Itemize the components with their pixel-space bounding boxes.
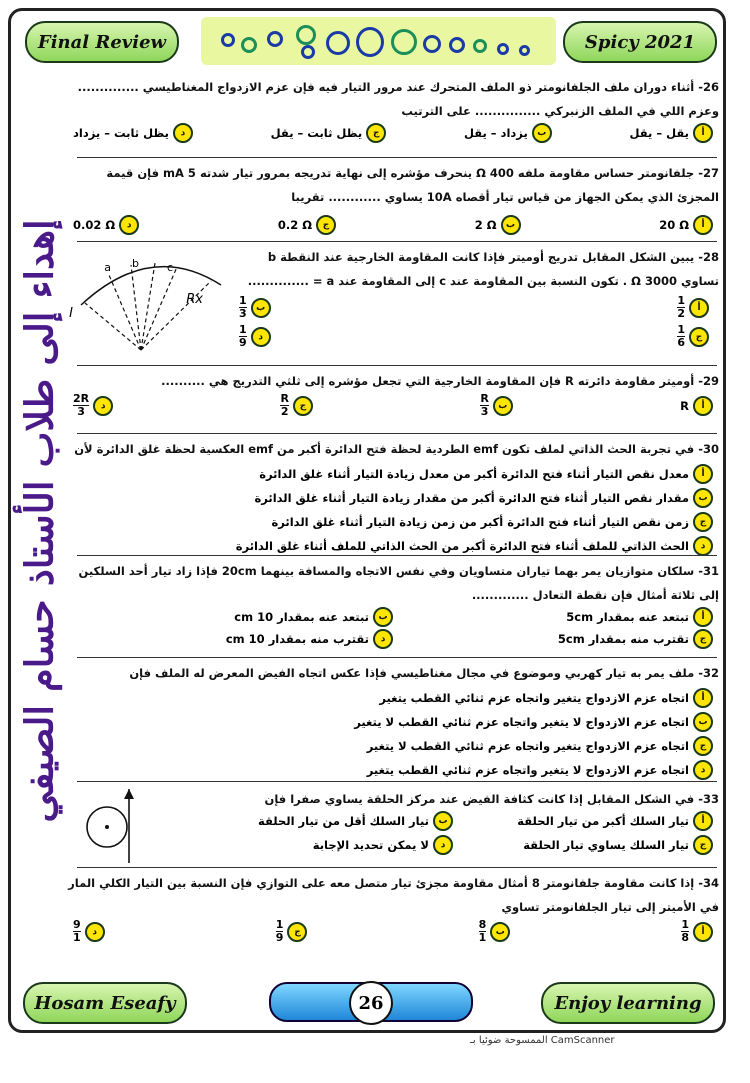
q33-option-a[interactable] xyxy=(453,811,713,831)
q29-frac-c xyxy=(280,393,288,418)
option-badge-d: د xyxy=(433,835,453,855)
q27-line1: 27- جلفانومتر حساس مقاومة ملفه 400 Ω ينحرف مؤشره إلى نهاية تدريجه بمرور تيار شدته 5 mA فإن قيمة xyxy=(106,166,719,180)
q34-frac-d xyxy=(73,919,81,944)
q34-option-a[interactable] xyxy=(681,919,713,944)
separator xyxy=(77,781,717,782)
frac-den: 1 xyxy=(478,931,487,944)
frac-num: 1 xyxy=(275,918,284,931)
camscanner-note: الممسوحة ضوئيا بـ CamScanner xyxy=(470,1035,615,1046)
question-31 xyxy=(67,559,719,649)
q26-option-c[interactable] xyxy=(271,123,387,143)
option-badge-b: ب xyxy=(433,811,453,831)
separator xyxy=(77,867,717,868)
separator xyxy=(77,157,717,158)
frac-num: 9 xyxy=(73,918,81,931)
q26-option-b-text: يزداد – يقل xyxy=(463,126,528,140)
frac-den: 3 xyxy=(480,405,489,418)
question-26 xyxy=(67,75,719,143)
option-badge-b: ب xyxy=(373,607,393,627)
deco-ring xyxy=(221,33,235,47)
q31-option-d[interactable] xyxy=(73,629,393,649)
q28-frac-b xyxy=(239,295,247,320)
q31-option-a[interactable] xyxy=(393,607,713,627)
q27-option-a-text: 20 Ω xyxy=(659,218,689,232)
footer-slogan: Enjoy learning xyxy=(541,982,715,1024)
option-badge-a: أ xyxy=(693,811,713,831)
q33-option-b[interactable] xyxy=(193,811,453,831)
q30-line1: 30- في تجربة الحث الذاتي لملف تكون emf الطردية لحظة فتح الدائرة أكبر من emf العكسية لحظة غلق الدائرة لأن xyxy=(74,442,719,456)
q32-line1: 32- ملف يمر به تيار كهربي وموضوع في مجال مغناطيسي فإذا عكس اتجاه الفيض المعرض له الملف فإن xyxy=(129,666,719,680)
q29-option-b[interactable] xyxy=(480,393,512,418)
option-badge-a: أ xyxy=(693,464,713,484)
q33-option-c[interactable] xyxy=(453,835,713,855)
q32-option-a[interactable] xyxy=(67,687,713,709)
option-badge-b: ب xyxy=(532,123,552,143)
q30-option-c[interactable] xyxy=(67,511,713,533)
fig-label-rx: Rx xyxy=(186,292,203,307)
q27-option-d[interactable] xyxy=(73,215,139,235)
q30-option-b[interactable] xyxy=(67,487,713,509)
frac-num: 1 xyxy=(239,294,247,307)
deco-ring xyxy=(296,25,316,45)
option-badge-c: ج xyxy=(287,922,307,942)
q26-line1: 26- أثناء دوران ملف الجلفانومتر ذو الملف المتحرك عند مرور التيار فيه فإن عزم الازدواج المغناطيسي .............. xyxy=(77,80,719,94)
deco-ring xyxy=(473,39,487,53)
option-badge-c: ج xyxy=(693,835,713,855)
q31-option-c[interactable] xyxy=(393,629,713,649)
question-30 xyxy=(67,437,719,559)
q27-option-b[interactable] xyxy=(475,215,521,235)
page-number-bar xyxy=(269,982,473,1022)
option-badge-b: ب xyxy=(501,215,521,235)
deco-ring xyxy=(519,45,530,56)
option-badge-c: ج xyxy=(693,629,713,649)
option-badge-d: د xyxy=(93,396,113,416)
q30-option-b-text: مقدار نقص التيار أثناء فتح الدائرة أكبر من مقدار زيادة التيار أثناء غلق الدائرة xyxy=(254,491,689,505)
side-dedication xyxy=(15,81,63,961)
option-badge-b: ب xyxy=(693,712,713,732)
q28-option-d[interactable] xyxy=(239,324,271,349)
q29-option-a[interactable] xyxy=(680,393,713,418)
option-badge-d: د xyxy=(693,536,713,556)
q31-option-a-text: تبتعد عنه بمقدار 5cm xyxy=(566,610,689,624)
option-badge-c: ج xyxy=(366,123,386,143)
fig-label-a: a xyxy=(104,261,111,274)
q32-option-c[interactable] xyxy=(67,735,713,757)
frac-num: R xyxy=(480,392,489,405)
header-decoration xyxy=(201,17,556,65)
frac-den: 9 xyxy=(275,931,284,944)
q31-options xyxy=(67,607,719,649)
q28-frac-d xyxy=(239,324,247,349)
q34-frac-b xyxy=(479,919,487,944)
option-badge-c: ج xyxy=(693,512,713,532)
q28-col-left xyxy=(239,295,271,349)
option-badge-a: أ xyxy=(693,688,713,708)
q26-option-d-text: يظل ثابت – يزداد xyxy=(73,126,169,140)
q28-option-b[interactable] xyxy=(239,295,271,320)
q33-options xyxy=(187,811,719,855)
option-badge-a: أ xyxy=(693,123,713,143)
q27-option-b-text: 2 Ω xyxy=(474,218,497,232)
q28-frac-c xyxy=(677,324,685,349)
q26-option-a[interactable] xyxy=(630,123,713,143)
q28-option-c[interactable] xyxy=(677,324,709,349)
separator xyxy=(77,555,717,556)
option-badge-b: ب xyxy=(490,922,510,942)
deco-ring xyxy=(241,37,257,53)
deco-ring xyxy=(391,29,417,55)
question-34 xyxy=(67,871,719,944)
q27-option-d-text: 0.02 Ω xyxy=(73,218,116,232)
q27-options xyxy=(67,215,719,235)
deco-ring xyxy=(301,45,315,59)
q32-option-d[interactable] xyxy=(67,759,713,781)
option-badge-a: أ xyxy=(693,215,713,235)
frac-num: 1 xyxy=(677,294,685,307)
q28-frac-a xyxy=(677,295,685,320)
fig-label-b: b xyxy=(132,257,139,270)
frac-num: 1 xyxy=(239,323,247,336)
frac-num: 1 xyxy=(681,918,689,931)
q31-line2: إلى ثلاثة أمثال فإن نقطة التعادل ............. xyxy=(471,588,719,602)
q33-option-d-text: لا يمكن تحديد الإجابة xyxy=(312,838,429,852)
fig-label-I: I xyxy=(69,306,73,321)
q28-col-right xyxy=(677,295,709,349)
frac-num: 2R xyxy=(73,392,90,405)
q33-option-a-text: تيار السلك أكبر من تيار الحلقة xyxy=(517,814,689,828)
frac-den: 2 xyxy=(677,307,685,320)
q29-frac-b xyxy=(480,393,488,418)
q26-option-c-text: يظل ثابت – يقل xyxy=(270,126,363,140)
q29-line1: 29- أوميتر مقاومة دائرته R فإن المقاومة الخارجية التي تجعل مؤشره إلى ثلثي التدريج هي .......... xyxy=(161,374,719,388)
option-badge-d: د xyxy=(373,629,393,649)
separator xyxy=(77,241,717,242)
wire-loop-figure xyxy=(77,785,157,865)
questions-area xyxy=(67,69,719,964)
q30-options xyxy=(67,463,719,557)
deco-ring xyxy=(449,37,465,53)
worksheet-page xyxy=(8,8,726,1033)
ohmmeter-scale-figure xyxy=(71,245,231,355)
q34-line1: 34- إذا كانت مقاومة جلفانومتر 8 أمثال مقاومة مجزئ تيار متصل معه على التوازي فإن النسبة بين التيار الكلي المار xyxy=(68,876,719,890)
q26-options xyxy=(67,123,719,143)
q34-option-d[interactable] xyxy=(73,919,105,944)
q29-option-a-text: R xyxy=(680,398,689,413)
option-badge-c: ج xyxy=(689,327,709,347)
q27-line2: المجزئ الذي يمكن الجهاز من قياس تيار أقصاه 10A يساوي ............ تقريبا xyxy=(291,190,719,204)
q28-options xyxy=(229,295,719,349)
q34-frac-c xyxy=(276,919,284,944)
q32-option-a-text: اتجاه عزم الازدواج يتغير واتجاه عزم ثنائي القطب يتغير xyxy=(379,691,689,705)
option-badge-d: د xyxy=(693,760,713,780)
q34-line2: في الأميتر إلى تيار الجلفانومتر تساوي xyxy=(501,900,719,914)
q31-option-c-text: تقترب منه بمقدار 5cm xyxy=(557,632,689,646)
question-29 xyxy=(67,369,719,418)
q34-frac-a xyxy=(681,919,689,944)
separator xyxy=(77,433,717,434)
option-badge-a: أ xyxy=(693,396,713,416)
option-badge-a: أ xyxy=(693,922,713,942)
q32-option-c-text: اتجاه عزم الازدواج يتغير واتجاه عزم ثنائي القطب لا يتغير xyxy=(366,739,689,753)
q26-option-d[interactable] xyxy=(73,123,193,143)
q31-option-b-text: تبتعد عنه بمقدار 10 cm xyxy=(234,610,369,624)
q33-option-d[interactable] xyxy=(193,835,453,855)
question-27 xyxy=(67,161,719,235)
side-dedication-text: إهداء إلى طلاب الأستاذ حسام الصيفي xyxy=(16,219,62,823)
header-title-right: Spicy 2021 xyxy=(563,21,717,63)
q33-line1: 33- في الشكل المقابل إذا كانت كثافة الفيض عند مركز الحلقة يساوي صفرا فإن xyxy=(264,792,719,806)
q26-option-b[interactable] xyxy=(464,123,552,143)
frac-num: 8 xyxy=(478,918,487,931)
frac-num: 1 xyxy=(677,323,685,336)
q27-option-c-text: 0.2 Ω xyxy=(277,218,313,232)
deco-ring xyxy=(497,43,509,55)
question-33 xyxy=(67,787,719,855)
header-bar xyxy=(11,11,723,69)
frac-den: 3 xyxy=(77,405,85,418)
option-badge-d: د xyxy=(85,922,105,942)
q31-option-b[interactable] xyxy=(73,607,393,627)
fig-label-c: c xyxy=(166,261,173,274)
q33-option-b-text: تيار السلك أقل من تيار الحلقة xyxy=(258,814,429,828)
q32-option-b[interactable] xyxy=(67,711,713,733)
deco-ring xyxy=(326,31,350,55)
q32-options xyxy=(67,687,719,781)
frac-den: 9 xyxy=(239,336,247,349)
deco-ring xyxy=(356,27,384,57)
q31-line1: 31- سلكان متوازيان يمر بهما تياران متساويان وفي نفس الاتجاه والمسافة بينهما 20cm فإذا زاد تيار أحد السلكين xyxy=(78,564,719,578)
q26-line2: وعزم اللي في الملف الزنبركي ............... على الترتيب xyxy=(401,104,719,118)
q27-option-c[interactable] xyxy=(278,215,336,235)
question-32 xyxy=(67,661,719,783)
option-badge-d: د xyxy=(173,123,193,143)
q28-option-a[interactable] xyxy=(677,295,709,320)
frac-den: 8 xyxy=(681,931,689,944)
footer-author: Hosam Eseafy xyxy=(23,982,187,1024)
frac-den: 3 xyxy=(239,307,247,320)
separator xyxy=(77,365,717,366)
q29-options xyxy=(67,393,719,418)
q28-line1: 28- يبين الشكل المقابل تدريج أوميتر فإذا كانت المقاومة الخارجية عند النقطة b xyxy=(267,250,719,264)
question-28 xyxy=(67,245,719,349)
option-badge-d: د xyxy=(119,215,139,235)
q30-option-d[interactable] xyxy=(67,535,713,557)
q32-option-d-text: اتجاه عزم الازدواج لا يتغير واتجاه عزم ثنائي القطب يتغير xyxy=(366,763,689,777)
q32-option-b-text: اتجاه عزم الازدواج لا يتغير واتجاه عزم ثنائي القطب لا يتغير xyxy=(354,715,689,729)
deco-ring xyxy=(423,35,441,53)
q26-option-a-text: يقل – يقل xyxy=(629,126,689,140)
frac-den: 1 xyxy=(73,931,81,944)
option-badge-a: أ xyxy=(693,607,713,627)
q31-option-d-text: تقترب منه بمقدار 10 cm xyxy=(225,632,369,646)
option-badge-d: د xyxy=(251,327,271,347)
frac-den: 6 xyxy=(677,336,685,349)
footer-bar xyxy=(11,976,723,1031)
q34-option-b[interactable] xyxy=(479,919,511,944)
separator xyxy=(77,657,717,658)
option-badge-a: أ xyxy=(689,298,709,318)
q29-frac-d xyxy=(73,393,89,418)
header-title-left: Final Review xyxy=(25,21,179,63)
option-badge-c: ج xyxy=(316,215,336,235)
q33-option-c-text: تيار السلك يساوي تيار الحلقة xyxy=(523,838,689,852)
q29-option-c[interactable] xyxy=(280,393,312,418)
frac-den: 2 xyxy=(280,405,289,418)
option-badge-b: ب xyxy=(251,298,271,318)
option-badge-b: ب xyxy=(693,488,713,508)
q30-option-c-text: زمن نقص التيار أثناء فتح الدائرة أكبر من زمن زيادة التيار أثناء غلق الدائرة xyxy=(271,515,689,529)
page-number: 26 xyxy=(349,981,393,1025)
frac-num: R xyxy=(280,392,289,405)
option-badge-c: ج xyxy=(293,396,313,416)
q30-option-a-text: معدل نقص التيار أثناء فتح الدائرة أكبر من معدل زيادة التيار أثناء غلق الدائرة xyxy=(259,467,689,481)
q34-option-c[interactable] xyxy=(276,919,308,944)
q27-option-a[interactable] xyxy=(659,215,713,235)
option-badge-b: ب xyxy=(493,396,513,416)
q30-option-d-text: الحث الذاتي للملف أثناء فتح الدائرة أكبر من الحث الذاتي للملف أثناء غلق الدائرة xyxy=(235,539,689,553)
q30-option-a[interactable] xyxy=(67,463,713,485)
q28-line2: تساوي 3000 Ω . تكون النسبة بين المقاومة عند c إلى المقاومة عند a = .............. xyxy=(247,274,719,288)
q29-option-d[interactable] xyxy=(73,393,113,418)
deco-ring xyxy=(267,31,283,47)
option-badge-c: ج xyxy=(693,736,713,756)
q34-options xyxy=(67,919,719,944)
